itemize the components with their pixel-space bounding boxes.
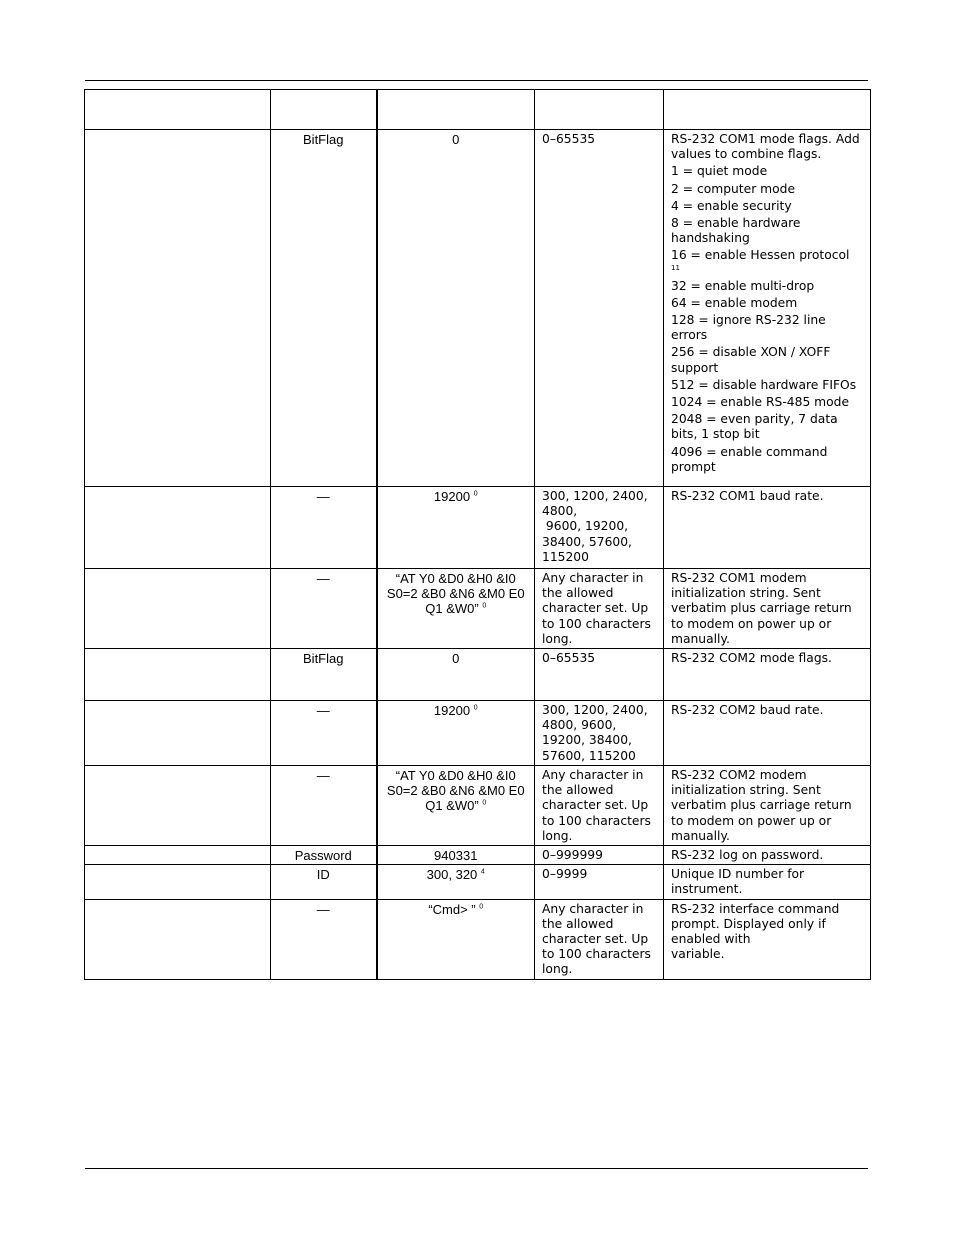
- cell-name: [85, 130, 271, 487]
- range-line: 9600, 19200, 38400, 57600, 115200: [542, 519, 636, 564]
- cell-default: [377, 899, 535, 979]
- desc-line: RS-232 COM1 mode flags. Add values to combine flags.: [671, 132, 860, 162]
- cell-name: [85, 846, 271, 865]
- desc-line: 32 = enable multi-drop: [671, 278, 815, 293]
- desc-line: 4096 = enable command prompt: [671, 444, 828, 474]
- default-value: 19200: [433, 489, 471, 504]
- cell-name: [85, 766, 271, 846]
- desc-line: 16 = enable Hessen protocol: [671, 248, 850, 263]
- cell-default: [377, 865, 535, 899]
- cell-type: ID: [271, 865, 377, 899]
- desc-line: 256 = disable XON / XOFF support: [671, 345, 831, 375]
- table-row: [85, 899, 871, 979]
- cell-name: [85, 649, 271, 701]
- footnote-marker: 11: [671, 263, 680, 272]
- cell-name: [85, 865, 271, 899]
- cell-description: Unique ID number for instrument.: [664, 865, 871, 899]
- cell-name: [85, 701, 271, 766]
- desc-line: 2 = computer mode: [671, 181, 796, 196]
- header-cell-name: [85, 90, 271, 130]
- desc-line: 8 = enable hardware handshaking: [671, 216, 801, 246]
- desc-line: 64 = enable modem: [671, 295, 798, 310]
- desc-line: 1 = quiet mode: [671, 164, 768, 179]
- cell-type: —: [271, 899, 377, 979]
- desc-line: RS-232 interface command prompt. Displayed only if enabled with: [671, 901, 840, 947]
- footnote-marker: 0: [479, 903, 484, 911]
- desc-line: 1024 = enable RS-485 mode: [671, 395, 850, 410]
- header-rule: [85, 80, 868, 81]
- footnote-marker: 0: [482, 800, 487, 808]
- cell-description: [664, 899, 871, 979]
- cell-description: RS-232 COM2 modem initialization string. Sent verbatim plus carriage return to modem on power up or manually.: [664, 766, 871, 846]
- table-row: [85, 865, 871, 899]
- table-row: [85, 487, 871, 569]
- cell-range: Any character in the allowed character set. Up to 100 characters long.: [535, 569, 664, 649]
- cell-description: RS-232 COM1 modem initialization string. Sent verbatim plus carriage return to modem on power up or manually.: [664, 569, 871, 649]
- cell-description: RS-232 COM2 baud rate.: [664, 701, 871, 766]
- footnote-marker: 0: [473, 490, 478, 498]
- cell-name: [85, 569, 271, 649]
- cell-default: [377, 487, 535, 569]
- desc-line: 2048 = even parity, 7 data bits, 1 stop bit: [671, 412, 838, 442]
- cell-description: RS-232 log on password.: [664, 846, 871, 865]
- default-value: “AT Y0 &D0 &H0 &I0 S0=2 &B0 &N6 &M0 E0 Q1 &W0”: [386, 768, 525, 814]
- default-value: 300, 320: [426, 867, 478, 883]
- cell-default: [377, 569, 535, 649]
- cell-range: Any character in the allowed character set. Up to 100 characters long.: [535, 766, 664, 846]
- cell-default: [377, 701, 535, 766]
- desc-line: 4 = enable security: [671, 198, 792, 213]
- footnote-marker: 0: [482, 603, 487, 611]
- cell-type: —: [271, 487, 377, 569]
- desc-line: 128 = ignore RS-232 line errors: [671, 313, 826, 343]
- footer-rule: [85, 1168, 868, 1169]
- header-cell-default: [377, 90, 535, 130]
- cell-type: —: [271, 766, 377, 846]
- table-row: [85, 846, 871, 865]
- cell-type: —: [271, 701, 377, 766]
- cell-description: RS-232 COM1 baud rate.: [664, 487, 871, 569]
- cell-description: [664, 130, 871, 487]
- cell-default: 0: [377, 649, 535, 701]
- table-header-row: [85, 90, 871, 130]
- default-value: 19200: [433, 703, 471, 719]
- cell-range: [535, 487, 664, 569]
- cell-name: [85, 899, 271, 979]
- footnote-marker: 4: [480, 868, 485, 876]
- cell-range: 0–65535: [535, 649, 664, 701]
- cell-type: Password: [271, 846, 377, 865]
- header-cell-type: [271, 90, 377, 130]
- default-value: “AT Y0 &D0 &H0 &I0 S0=2 &B0 &N6 &M0 E0 Q1 &W0”: [386, 571, 525, 617]
- cell-type: BitFlag: [271, 130, 377, 487]
- cell-default: 0: [377, 130, 535, 487]
- parameter-table: [84, 89, 871, 980]
- desc-line: variable.: [671, 947, 725, 962]
- header-cell-range: [535, 90, 664, 130]
- table-row: [85, 766, 871, 846]
- range-line: 300, 1200, 2400, 4800,: [542, 489, 648, 519]
- header-cell-description: [664, 90, 871, 130]
- table-row: [85, 569, 871, 649]
- footnote-marker: 0: [473, 704, 478, 712]
- table-row: [85, 130, 871, 487]
- cell-type: —: [271, 569, 377, 649]
- cell-range: Any character in the allowed character set. Up to 100 characters long.: [535, 899, 664, 979]
- cell-range: 0–65535: [535, 130, 664, 487]
- cell-type: BitFlag: [271, 649, 377, 701]
- cell-description: RS-232 COM2 mode flags.: [664, 649, 871, 701]
- cell-default: 940331: [377, 846, 535, 865]
- cell-default: [377, 766, 535, 846]
- cell-range: 0–999999: [535, 846, 664, 865]
- cell-range: 300, 1200, 2400, 4800, 9600, 19200, 38400, 57600, 115200: [535, 701, 664, 766]
- cell-name: [85, 487, 271, 569]
- desc-line: 512 = disable hardware FIFOs: [671, 377, 857, 392]
- default-value: “Cmd> ”: [428, 901, 476, 917]
- cell-range: 0–9999: [535, 865, 664, 899]
- table-row: [85, 649, 871, 701]
- table-row: [85, 701, 871, 766]
